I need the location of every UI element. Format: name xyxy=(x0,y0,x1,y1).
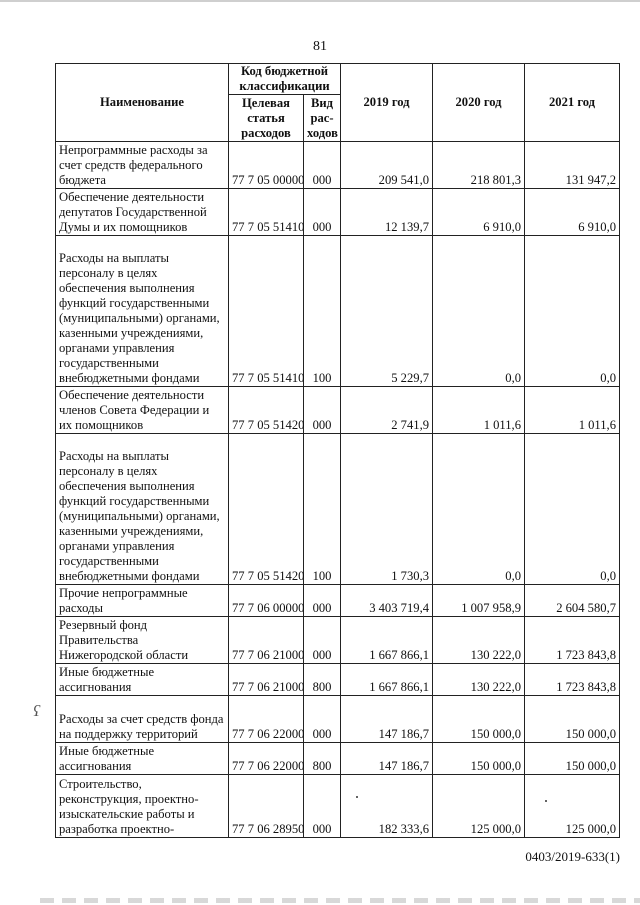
row-target: 77 7 06 28950 xyxy=(229,775,304,838)
scan-dot xyxy=(545,800,547,802)
row-2019: 5 229,7 xyxy=(341,236,433,387)
row-2021: 1 011,6 xyxy=(525,387,620,434)
row-2021: 6 910,0 xyxy=(525,189,620,236)
row-2020: 6 910,0 xyxy=(433,189,525,236)
row-kind: 000 xyxy=(304,775,341,838)
row-2019: 182 333,6 xyxy=(341,775,433,838)
table-row xyxy=(56,696,620,743)
row-kind: 000 xyxy=(304,387,341,434)
table-row xyxy=(56,189,620,236)
row-name: Резервный фонд Правительства Нижегородской области xyxy=(56,617,229,664)
row-name: Расходы за счет средств фонда на поддержку территорий xyxy=(56,696,229,743)
table-row xyxy=(56,434,620,585)
row-2021: 125 000,0 xyxy=(525,775,620,838)
row-target: 77 7 06 22000 xyxy=(229,696,304,743)
row-2021: 1 723 843,8 xyxy=(525,664,620,696)
row-2019: 2 741,9 xyxy=(341,387,433,434)
row-2019: 12 139,7 xyxy=(341,189,433,236)
table-row xyxy=(56,743,620,775)
row-target: 77 7 06 21000 xyxy=(229,617,304,664)
table-row xyxy=(56,664,620,696)
row-target: 77 7 05 51420 xyxy=(229,434,304,585)
header-target: Целевая статья расходов xyxy=(229,95,304,142)
row-2021: 150 000,0 xyxy=(525,743,620,775)
row-kind: 000 xyxy=(304,142,341,189)
footer-scan-artifact xyxy=(40,898,640,903)
row-2020: 150 000,0 xyxy=(433,743,525,775)
row-2020: 130 222,0 xyxy=(433,664,525,696)
header-2019: 2019 год xyxy=(341,64,433,142)
row-kind: 100 xyxy=(304,434,341,585)
row-name: Обеспечение деятельности депутатов Государственной Думы и их помощников xyxy=(56,189,229,236)
row-2020: 0,0 xyxy=(433,236,525,387)
row-name: Иные бюджетные ассигнования xyxy=(56,743,229,775)
row-2020: 218 801,3 xyxy=(433,142,525,189)
row-2021: 150 000,0 xyxy=(525,696,620,743)
row-name: Строительство, реконструкция, проектно-изыскательские работы и разработка проектно- xyxy=(56,775,229,838)
row-2020: 150 000,0 xyxy=(433,696,525,743)
row-name: Расходы на выплаты персоналу в целях обеспечения выполнения функций государственными (муниципальными) органами, казенными учреждениями, органами управления государственными внебюджетными фондами xyxy=(56,434,229,585)
row-2020: 125 000,0 xyxy=(433,775,525,838)
row-2019: 1 667 866,1 xyxy=(341,664,433,696)
table-body xyxy=(56,142,620,838)
row-2020: 130 222,0 xyxy=(433,617,525,664)
row-target: 77 7 05 51410 xyxy=(229,236,304,387)
table-row xyxy=(56,585,620,617)
row-name: Расходы на выплаты персоналу в целях обеспечения выполнения функций государственными (муниципальными) органами, казенными учреждениями, органами управления государственными внебюджетными фондами xyxy=(56,236,229,387)
row-kind: 100 xyxy=(304,236,341,387)
row-2021: 0,0 xyxy=(525,236,620,387)
row-target: 77 7 06 00000 xyxy=(229,585,304,617)
row-target: 77 7 06 21000 xyxy=(229,664,304,696)
budget-table xyxy=(55,63,620,838)
row-target: 77 7 05 51420 xyxy=(229,387,304,434)
row-2019: 147 186,7 xyxy=(341,696,433,743)
row-target: 77 7 05 51410 xyxy=(229,189,304,236)
row-kind: 800 xyxy=(304,743,341,775)
table-row xyxy=(56,617,620,664)
row-target: 77 7 06 22000 xyxy=(229,743,304,775)
row-2021: 1 723 843,8 xyxy=(525,617,620,664)
row-2021: 2 604 580,7 xyxy=(525,585,620,617)
header-name: Наименование xyxy=(56,64,229,142)
row-2021: 131 947,2 xyxy=(525,142,620,189)
row-name: Непрограммные расходы за счет средств федерального бюджета xyxy=(56,142,229,189)
row-target: 77 7 05 00000 xyxy=(229,142,304,189)
row-2021: 0,0 xyxy=(525,434,620,585)
margin-handwritten-mark: ʕ xyxy=(33,703,40,720)
row-2019: 147 186,7 xyxy=(341,743,433,775)
scan-dot xyxy=(356,796,358,798)
header-kind: Вид рас-ходов xyxy=(304,95,341,142)
document-number: 0403/2019-633(1) xyxy=(525,849,620,864)
row-2019: 209 541,0 xyxy=(341,142,433,189)
row-2019: 1 667 866,1 xyxy=(341,617,433,664)
table-row xyxy=(56,387,620,434)
row-kind: 000 xyxy=(304,617,341,664)
row-2020: 1 007 958,9 xyxy=(433,585,525,617)
row-kind: 000 xyxy=(304,585,341,617)
row-kind: 000 xyxy=(304,189,341,236)
header-2021: 2021 год xyxy=(525,64,620,142)
table-row xyxy=(56,236,620,387)
row-kind: 000 xyxy=(304,696,341,743)
row-name: Иные бюджетные ассигнования xyxy=(56,664,229,696)
row-kind: 800 xyxy=(304,664,341,696)
header-code-group: Код бюджетной классификации xyxy=(229,64,341,95)
row-2019: 1 730,3 xyxy=(341,434,433,585)
row-2019: 3 403 719,4 xyxy=(341,585,433,617)
table-row xyxy=(56,142,620,189)
header-2020: 2020 год xyxy=(433,64,525,142)
row-2020: 1 011,6 xyxy=(433,387,525,434)
row-2020: 0,0 xyxy=(433,434,525,585)
row-name: Прочие непрограммные расходы xyxy=(56,585,229,617)
page-number: 81 xyxy=(313,39,327,54)
table-row xyxy=(56,775,620,838)
page-top-edge xyxy=(0,0,640,2)
row-name: Обеспечение деятельности членов Совета Федерации и их помощников xyxy=(56,387,229,434)
